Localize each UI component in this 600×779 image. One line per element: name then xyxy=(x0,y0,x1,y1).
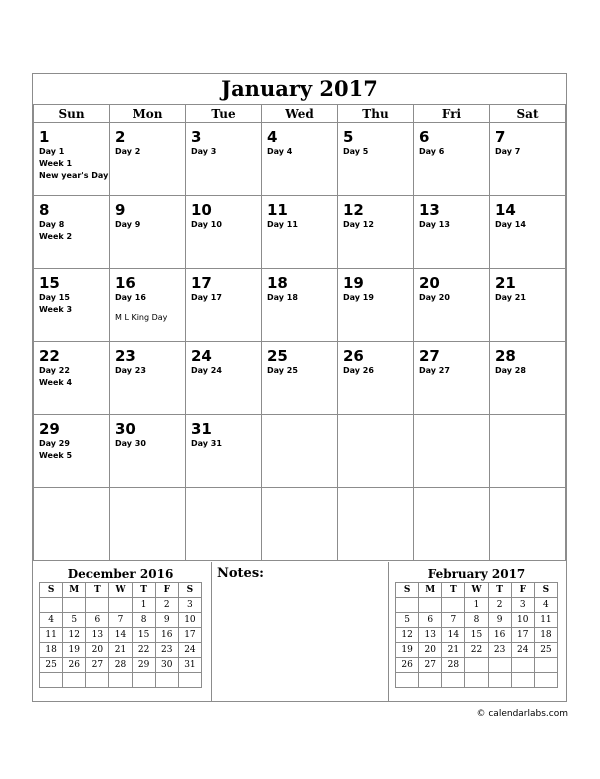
mini-day: 19 xyxy=(396,643,419,658)
mini-day: 10 xyxy=(511,613,534,628)
day-info: New year's Day xyxy=(39,171,109,180)
day-info: Week 2 xyxy=(39,232,73,241)
mini-weekday: T xyxy=(442,583,465,598)
month-title: January 2017 xyxy=(221,76,378,101)
mini-day: 26 xyxy=(63,658,86,673)
mini-week-row xyxy=(396,628,558,643)
mini-day: 30 xyxy=(155,658,178,673)
day-cell[interactable] xyxy=(34,342,110,415)
mini-week-row xyxy=(396,643,558,658)
mini-day: 29 xyxy=(132,658,155,673)
mini-day: 27 xyxy=(419,658,442,673)
day-cell[interactable] xyxy=(110,488,186,561)
day-number: 28 xyxy=(495,347,516,365)
mini-day xyxy=(86,598,109,613)
mini-week-row xyxy=(40,598,202,613)
notes-area[interactable] xyxy=(211,562,389,701)
mini-day xyxy=(396,673,419,688)
day-cell[interactable] xyxy=(186,342,262,415)
mini-day: 31 xyxy=(178,658,201,673)
mini-day: 7 xyxy=(442,613,465,628)
mini-weekday: W xyxy=(109,583,132,598)
day-number: 21 xyxy=(495,274,516,292)
day-number: 12 xyxy=(343,201,364,219)
day-cell[interactable] xyxy=(338,123,414,196)
holiday-label: M L King Day xyxy=(115,313,168,322)
day-info: Day 16 xyxy=(115,293,146,302)
mini-weekday: W xyxy=(465,583,488,598)
day-number: 1 xyxy=(39,128,50,146)
day-cell[interactable] xyxy=(490,488,566,561)
day-cell[interactable] xyxy=(186,196,262,269)
day-cell[interactable] xyxy=(34,415,110,488)
mini-weekday: S xyxy=(534,583,557,598)
mini-calendar-next xyxy=(395,566,558,688)
day-cell[interactable] xyxy=(490,269,566,342)
day-cell[interactable] xyxy=(110,415,186,488)
mini-day: 21 xyxy=(109,643,132,658)
day-cell[interactable] xyxy=(110,342,186,415)
day-number: 10 xyxy=(191,201,212,219)
mini-day: 1 xyxy=(132,598,155,613)
day-number: 6 xyxy=(419,128,430,146)
mini-day: 17 xyxy=(511,628,534,643)
mini-week-row xyxy=(40,673,202,688)
mini-day: 6 xyxy=(419,613,442,628)
day-cell[interactable] xyxy=(262,123,338,196)
day-cell[interactable] xyxy=(262,342,338,415)
day-number: 4 xyxy=(267,128,278,146)
mini-calendar-title: December 2016 xyxy=(67,567,174,581)
mini-day: 26 xyxy=(396,658,419,673)
day-cell[interactable] xyxy=(262,269,338,342)
mini-week-row xyxy=(40,628,202,643)
mini-day xyxy=(419,673,442,688)
day-info: Day 12 xyxy=(343,220,374,229)
day-number: 19 xyxy=(343,274,364,292)
day-info: Week 5 xyxy=(39,451,73,460)
day-cell[interactable] xyxy=(338,488,414,561)
mini-day: 22 xyxy=(465,643,488,658)
day-cell[interactable] xyxy=(414,269,490,342)
mini-day: 16 xyxy=(155,628,178,643)
day-cell[interactable] xyxy=(110,123,186,196)
day-info: Day 21 xyxy=(495,293,526,302)
mini-day: 22 xyxy=(132,643,155,658)
mini-day: 3 xyxy=(511,598,534,613)
day-cell[interactable] xyxy=(110,196,186,269)
day-cell[interactable] xyxy=(490,196,566,269)
day-info: Day 13 xyxy=(419,220,450,229)
day-info: Week 1 xyxy=(39,159,73,168)
mini-day xyxy=(534,673,557,688)
mini-day: 23 xyxy=(488,643,511,658)
day-number: 8 xyxy=(39,201,50,219)
mini-calendar-title: February 2017 xyxy=(427,567,526,581)
mini-day xyxy=(511,673,534,688)
mini-day: 7 xyxy=(109,613,132,628)
day-cell[interactable] xyxy=(34,488,110,561)
day-number: 14 xyxy=(495,201,516,219)
mini-day xyxy=(511,658,534,673)
mini-day: 11 xyxy=(40,628,63,643)
day-number: 15 xyxy=(39,274,60,292)
day-info: Day 11 xyxy=(267,220,298,229)
day-info: Day 9 xyxy=(115,220,141,229)
day-number: 2 xyxy=(115,128,126,146)
day-info: Day 7 xyxy=(495,147,521,156)
day-info: Day 26 xyxy=(343,366,374,375)
mini-day: 25 xyxy=(534,643,557,658)
calendar-page xyxy=(32,73,567,702)
mini-day: 2 xyxy=(155,598,178,613)
day-info: Day 19 xyxy=(343,293,374,302)
mini-day: 25 xyxy=(40,658,63,673)
day-number: 5 xyxy=(343,128,354,146)
mini-day: 27 xyxy=(86,658,109,673)
mini-day: 24 xyxy=(178,643,201,658)
day-info: Day 27 xyxy=(419,366,450,375)
day-number: 29 xyxy=(39,420,60,438)
day-info: Day 20 xyxy=(419,293,450,302)
mini-day xyxy=(40,673,63,688)
day-info: Day 15 xyxy=(39,293,70,302)
notes-label: Notes: xyxy=(217,566,264,581)
mini-day: 20 xyxy=(419,643,442,658)
week-row xyxy=(34,196,566,269)
weekday-header: Thu xyxy=(338,105,414,123)
mini-week-row xyxy=(40,658,202,673)
day-info: Week 3 xyxy=(39,305,73,314)
mini-day: 8 xyxy=(465,613,488,628)
mini-day xyxy=(109,598,132,613)
day-info: Day 25 xyxy=(267,366,298,375)
day-number: 18 xyxy=(267,274,288,292)
mini-day: 15 xyxy=(465,628,488,643)
day-info: Day 29 xyxy=(39,439,70,448)
mini-day: 20 xyxy=(86,643,109,658)
day-number: 11 xyxy=(267,201,288,219)
day-info: Day 1 xyxy=(39,147,65,156)
mini-day xyxy=(465,658,488,673)
day-number: 3 xyxy=(191,128,202,146)
mini-day: 5 xyxy=(63,613,86,628)
day-number: 17 xyxy=(191,274,212,292)
mini-day: 15 xyxy=(132,628,155,643)
mini-day: 19 xyxy=(63,643,86,658)
mini-day: 9 xyxy=(488,613,511,628)
weekday-header: Sun xyxy=(34,105,110,123)
mini-weekday: F xyxy=(155,583,178,598)
mini-calendar-previous xyxy=(39,566,202,688)
day-cell[interactable] xyxy=(338,415,414,488)
day-cell[interactable] xyxy=(110,269,186,342)
mini-header-row xyxy=(396,583,558,598)
weekday-header: Sat xyxy=(490,105,566,123)
mini-weekday: T xyxy=(488,583,511,598)
day-cell[interactable] xyxy=(186,488,262,561)
day-number: 27 xyxy=(419,347,440,365)
mini-week-row xyxy=(396,658,558,673)
mini-day xyxy=(86,673,109,688)
mini-week-row xyxy=(396,598,558,613)
mini-day xyxy=(155,673,178,688)
mini-day xyxy=(442,598,465,613)
mini-day xyxy=(419,598,442,613)
mini-day xyxy=(465,673,488,688)
day-cell[interactable] xyxy=(490,123,566,196)
mini-day xyxy=(178,673,201,688)
mini-week-row xyxy=(396,613,558,628)
mini-weekday: S xyxy=(178,583,201,598)
mini-week-row xyxy=(40,643,202,658)
day-info: Day 23 xyxy=(115,366,146,375)
day-cell[interactable] xyxy=(262,488,338,561)
day-info: Day 28 xyxy=(495,366,526,375)
day-info: Day 30 xyxy=(115,439,146,448)
day-number: 13 xyxy=(419,201,440,219)
day-cell[interactable] xyxy=(414,123,490,196)
mini-day: 28 xyxy=(109,658,132,673)
mini-day: 4 xyxy=(534,598,557,613)
mini-weekday: S xyxy=(396,583,419,598)
day-cell[interactable] xyxy=(262,415,338,488)
weekday-header: Tue xyxy=(186,105,262,123)
day-cell[interactable] xyxy=(490,342,566,415)
mini-day: 23 xyxy=(155,643,178,658)
mini-day xyxy=(40,598,63,613)
day-number: 16 xyxy=(115,274,136,292)
mini-day xyxy=(396,598,419,613)
mini-day: 16 xyxy=(488,628,511,643)
weekday-header-row xyxy=(34,105,566,123)
day-info: Day 10 xyxy=(191,220,222,229)
day-info: Day 18 xyxy=(267,293,298,302)
mini-day: 3 xyxy=(178,598,201,613)
mini-day: 28 xyxy=(442,658,465,673)
day-cell[interactable] xyxy=(338,269,414,342)
day-cell[interactable] xyxy=(186,415,262,488)
day-cell[interactable] xyxy=(414,342,490,415)
day-cell[interactable] xyxy=(338,196,414,269)
mini-day: 10 xyxy=(178,613,201,628)
day-info: Day 5 xyxy=(343,147,369,156)
mini-weekday: M xyxy=(63,583,86,598)
weeks-body xyxy=(34,123,566,561)
day-info: Day 22 xyxy=(39,366,70,375)
mini-weekday: S xyxy=(40,583,63,598)
day-info: Day 4 xyxy=(267,147,293,156)
mini-weekday: T xyxy=(132,583,155,598)
mini-day: 2 xyxy=(488,598,511,613)
mini-day: 9 xyxy=(155,613,178,628)
mini-calendar-grid xyxy=(39,582,202,688)
mini-day xyxy=(109,673,132,688)
day-number: 25 xyxy=(267,347,288,365)
day-cell[interactable] xyxy=(262,196,338,269)
mini-day xyxy=(488,673,511,688)
mini-day: 18 xyxy=(40,643,63,658)
mini-day xyxy=(442,673,465,688)
bottom-section xyxy=(33,562,566,701)
week-row xyxy=(34,415,566,488)
day-number: 26 xyxy=(343,347,364,365)
mini-weekday: F xyxy=(511,583,534,598)
day-number: 22 xyxy=(39,347,60,365)
week-row xyxy=(34,123,566,196)
copyright-text[interactable]: © calendarlabs.com xyxy=(476,709,568,719)
mini-day: 6 xyxy=(86,613,109,628)
mini-day: 14 xyxy=(109,628,132,643)
day-info: Day 3 xyxy=(191,147,217,156)
mini-day: 8 xyxy=(132,613,155,628)
mini-day: 1 xyxy=(465,598,488,613)
day-info: Day 6 xyxy=(419,147,445,156)
mini-day xyxy=(63,673,86,688)
day-info: Day 17 xyxy=(191,293,222,302)
day-info: Day 2 xyxy=(115,147,141,156)
day-number: 30 xyxy=(115,420,136,438)
mini-day: 12 xyxy=(396,628,419,643)
mini-day: 13 xyxy=(419,628,442,643)
mini-day: 12 xyxy=(63,628,86,643)
weekday-header: Mon xyxy=(110,105,186,123)
week-row xyxy=(34,342,566,415)
day-cell[interactable] xyxy=(186,269,262,342)
day-cell[interactable] xyxy=(34,123,110,196)
day-info: Week 4 xyxy=(39,378,73,387)
mini-day: 18 xyxy=(534,628,557,643)
week-row xyxy=(34,269,566,342)
mini-day xyxy=(534,658,557,673)
mini-day: 21 xyxy=(442,643,465,658)
mini-day xyxy=(132,673,155,688)
day-cell[interactable] xyxy=(414,415,490,488)
weekday-header: Wed xyxy=(262,105,338,123)
day-number: 31 xyxy=(191,420,212,438)
mini-calendar-grid xyxy=(395,582,558,688)
day-cell[interactable] xyxy=(338,342,414,415)
day-number: 20 xyxy=(419,274,440,292)
mini-day: 14 xyxy=(442,628,465,643)
day-number: 24 xyxy=(191,347,212,365)
mini-day xyxy=(488,658,511,673)
mini-weekday: M xyxy=(419,583,442,598)
mini-week-row xyxy=(40,613,202,628)
mini-day: 17 xyxy=(178,628,201,643)
day-number: 9 xyxy=(115,201,126,219)
mini-day: 5 xyxy=(396,613,419,628)
mini-header-row xyxy=(40,583,202,598)
day-info: Day 8 xyxy=(39,220,65,229)
month-grid xyxy=(33,104,566,561)
day-cell[interactable] xyxy=(490,415,566,488)
day-number: 23 xyxy=(115,347,136,365)
day-cell[interactable] xyxy=(34,196,110,269)
day-info: Day 31 xyxy=(191,439,222,448)
weekday-header: Fri xyxy=(414,105,490,123)
mini-day xyxy=(63,598,86,613)
day-cell[interactable] xyxy=(414,488,490,561)
day-cell[interactable] xyxy=(34,269,110,342)
day-cell[interactable] xyxy=(414,196,490,269)
mini-day: 4 xyxy=(40,613,63,628)
mini-week-row xyxy=(396,673,558,688)
day-number: 7 xyxy=(495,128,506,146)
mini-day: 13 xyxy=(86,628,109,643)
mini-weekday: T xyxy=(86,583,109,598)
week-row xyxy=(34,488,566,561)
mini-day: 11 xyxy=(534,613,557,628)
day-cell[interactable] xyxy=(186,123,262,196)
day-info: Day 14 xyxy=(495,220,526,229)
mini-day: 24 xyxy=(511,643,534,658)
day-info: Day 24 xyxy=(191,366,222,375)
